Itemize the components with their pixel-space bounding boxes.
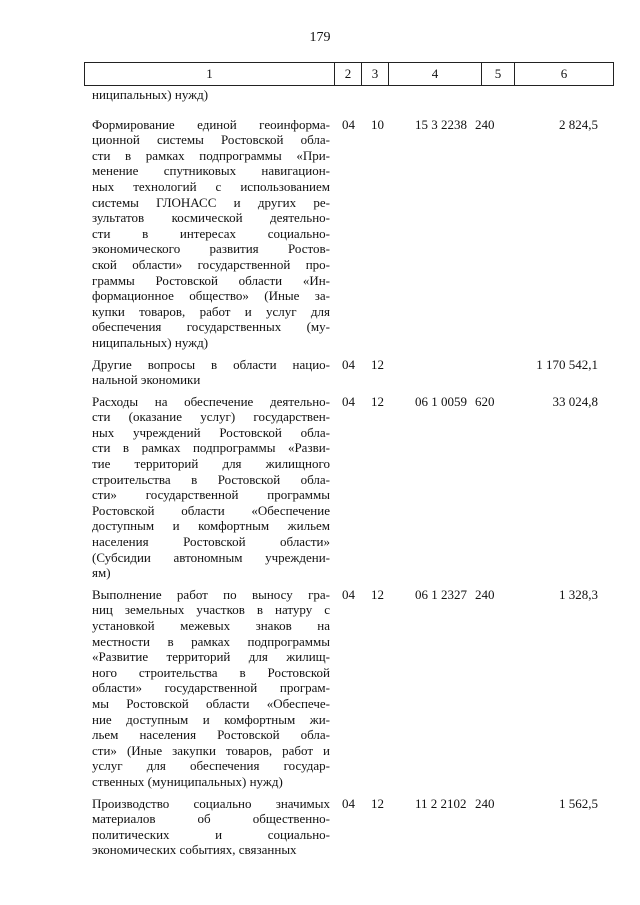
description-line: экономического развития Ростов- — [92, 241, 330, 257]
budget-row — [92, 796, 606, 858]
section-code: 04 — [342, 393, 355, 409]
column-header-table — [84, 62, 614, 86]
description-line: материалов об общественно- — [92, 811, 330, 827]
description-line: ям) — [92, 565, 111, 581]
description-line: нальной экономики — [92, 372, 201, 388]
description-line: менение спутниковых навигацион- — [92, 163, 330, 179]
description-line: тие территорий для жилищного — [92, 456, 330, 472]
column-header-2: 2 — [335, 63, 362, 86]
row-description — [92, 587, 330, 790]
column-header-6: 6 — [515, 63, 614, 86]
section-code: 04 — [342, 356, 355, 372]
description-line: льем населения Ростовской обла- — [92, 727, 330, 743]
budget-row — [92, 394, 606, 581]
row-description — [92, 117, 330, 351]
description-line: ниципальных) нужд) — [92, 334, 209, 350]
column-header-1: 1 — [85, 63, 335, 86]
description-line: услуг для обеспечения государ- — [92, 758, 330, 774]
description-line: ционной системы Ростовской обла- — [92, 132, 330, 148]
target-article-code: 06 1 0059 — [415, 393, 467, 409]
description-line: ного строительства в Ростовской — [92, 664, 330, 680]
description-line: Формирование единой геоинформа- — [92, 116, 330, 132]
description-line: ние доступным и комфортным жи- — [92, 711, 330, 727]
description-line: ных технологий с использованием — [92, 178, 330, 194]
subsection-code: 12 — [371, 393, 384, 409]
amount: 33 024,8 — [552, 393, 598, 409]
section-code: 04 — [342, 116, 355, 132]
description-line: обеспечения государственных (му- — [92, 319, 330, 335]
amount: 1 170 542,1 — [536, 356, 598, 372]
description-line: граммы Ростовской области «Ин- — [92, 272, 330, 288]
description-line: мы Ростовской области «Обеспече- — [92, 695, 330, 711]
description-line: Выполнение работ по выносу гра- — [92, 586, 330, 602]
expense-type-code: 620 — [475, 393, 495, 409]
description-line: населения Ростовской области» — [92, 534, 330, 550]
column-header-5: 5 — [482, 63, 515, 86]
section-code: 04 — [342, 586, 355, 602]
expense-type-code: 240 — [475, 795, 495, 811]
description-line: Производство социально значимых — [92, 795, 330, 811]
description-line: экономических событиях, связанных — [92, 842, 297, 858]
column-header-3: 3 — [362, 63, 389, 86]
amount: 1 562,5 — [559, 795, 598, 811]
description-line: области» государственной програм- — [92, 680, 330, 696]
amount: 1 328,3 — [559, 586, 598, 602]
description-line: ных учреждений Ростовской обла- — [92, 424, 330, 440]
continuation-row — [92, 87, 606, 103]
subsection-code: 12 — [371, 586, 384, 602]
continuation-text: ниципальных) нужд) — [92, 87, 209, 102]
budget-row — [92, 357, 606, 388]
description-line: системы ГЛОНАСС и других ре- — [92, 194, 330, 210]
description-line: сти в рамках подпрограммы «При- — [92, 147, 330, 163]
expense-type-code: 240 — [475, 586, 495, 602]
subsection-code: 12 — [371, 356, 384, 372]
description-line: сти» государственной программы — [92, 487, 330, 503]
description-line: формационное общество» (Иные за- — [92, 288, 330, 304]
description-line: политических и социально- — [92, 826, 330, 842]
description-line: доступным и комфортным жильем — [92, 518, 330, 534]
description-line: установкой межевых знаков на — [92, 618, 330, 633]
row-description — [92, 394, 330, 581]
target-article-code: 15 3 2238 — [415, 116, 467, 132]
subsection-code: 10 — [371, 116, 384, 132]
row-description — [92, 357, 330, 388]
budget-table-body — [92, 87, 606, 864]
description-line: купки товаров, работ и услуг для — [92, 303, 330, 319]
column-header-4: 4 — [389, 63, 482, 86]
target-article-code: 11 2 2102 — [415, 795, 467, 811]
section-code: 04 — [342, 795, 355, 811]
description-line: «Развитие территорий для жилищ- — [92, 649, 330, 665]
description-line: сти в интересах социально- — [92, 225, 330, 241]
amount: 2 824,5 — [559, 116, 598, 132]
description-line: ственных (муниципальных) нужд) — [92, 773, 283, 789]
description-line: Расходы на обеспечение деятельно- — [92, 393, 330, 409]
page-number: 179 — [309, 30, 331, 45]
description-line: зультатов космической деятельно- — [92, 210, 330, 226]
description-line: сти» (Иные закупки товаров, работ и — [92, 742, 330, 758]
budget-row — [92, 587, 606, 790]
description-line: (Субсидии автономным учреждени- — [92, 549, 330, 565]
description-line: местности в рамках подпрограммы — [92, 633, 330, 649]
expense-type-code: 240 — [475, 116, 495, 132]
row-description — [92, 796, 330, 858]
column-header-row — [85, 63, 614, 86]
description-line: сти в рамках подпрограммы «Разви- — [92, 440, 330, 456]
description-line: Ростовской области «Обеспечение — [92, 502, 330, 518]
subsection-code: 12 — [371, 795, 384, 811]
description-line: сти (оказание услуг) государствен- — [92, 409, 330, 425]
description-line: строительства в Ростовской обла- — [92, 471, 330, 487]
target-article-code: 06 1 2327 — [415, 586, 467, 602]
description-line: ниц земельных участков в натуру с — [92, 602, 330, 618]
budget-row — [92, 117, 606, 351]
description-line: Другие вопросы в области нацио- — [92, 356, 330, 372]
description-line: ской области» государственной про- — [92, 256, 330, 272]
